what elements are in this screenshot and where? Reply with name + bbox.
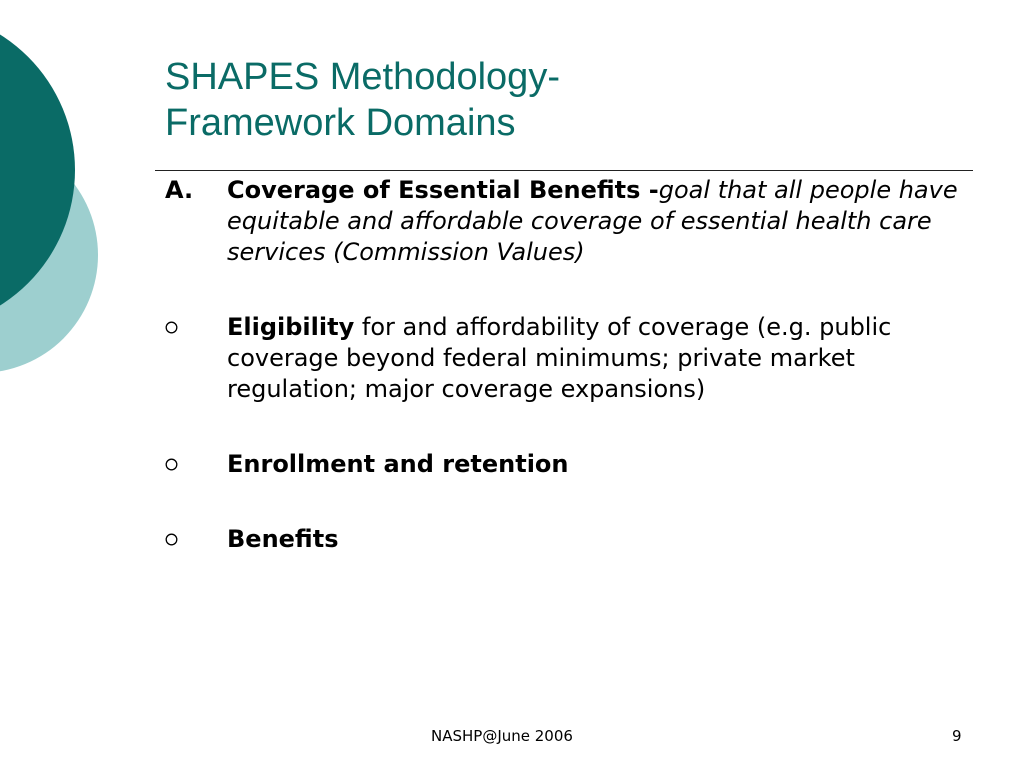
bullet-bold-benefits: Benefits (227, 525, 339, 553)
title-line-1: SHAPES Methodology- (165, 56, 560, 98)
slide-content (165, 175, 965, 555)
bullet-item-enrollment (165, 449, 965, 480)
bullet-text-eligibility (227, 312, 965, 405)
bullet-item-benefits (165, 524, 965, 555)
page-number: 9 (952, 727, 962, 745)
bullet-bold-eligibility: Eligibility (227, 313, 355, 341)
list-item-a (165, 175, 965, 268)
bullet-rest-eligibility: for and affordability of coverage (e.g. public coverage beyond federal minimums; private market regulation; major coverage expansions) (227, 313, 892, 403)
footer-text: NASHP@June 2006 (431, 727, 573, 745)
bullet-text-enrollment (227, 449, 965, 480)
bullet-item-eligibility (165, 312, 965, 405)
bullet-text-benefits (227, 524, 965, 555)
list-item-a-text (227, 175, 965, 268)
item-a-description: goal that all people have equitable and affordable coverage of essential health care services (Commission Values) (227, 176, 958, 266)
item-a-heading: Coverage of Essential Benefits - (227, 176, 659, 204)
hollow-circle-icon (165, 524, 227, 546)
title-line-2: Framework Domains (165, 102, 516, 144)
title-divider (155, 170, 973, 171)
hollow-circle-icon (165, 449, 227, 471)
bullet-bold-enrollment: Enrollment and retention (227, 450, 569, 478)
list-marker-a: A. (165, 176, 194, 204)
decorative-circles (0, 0, 110, 420)
page-title (165, 54, 560, 146)
hollow-circle-icon (165, 312, 227, 334)
